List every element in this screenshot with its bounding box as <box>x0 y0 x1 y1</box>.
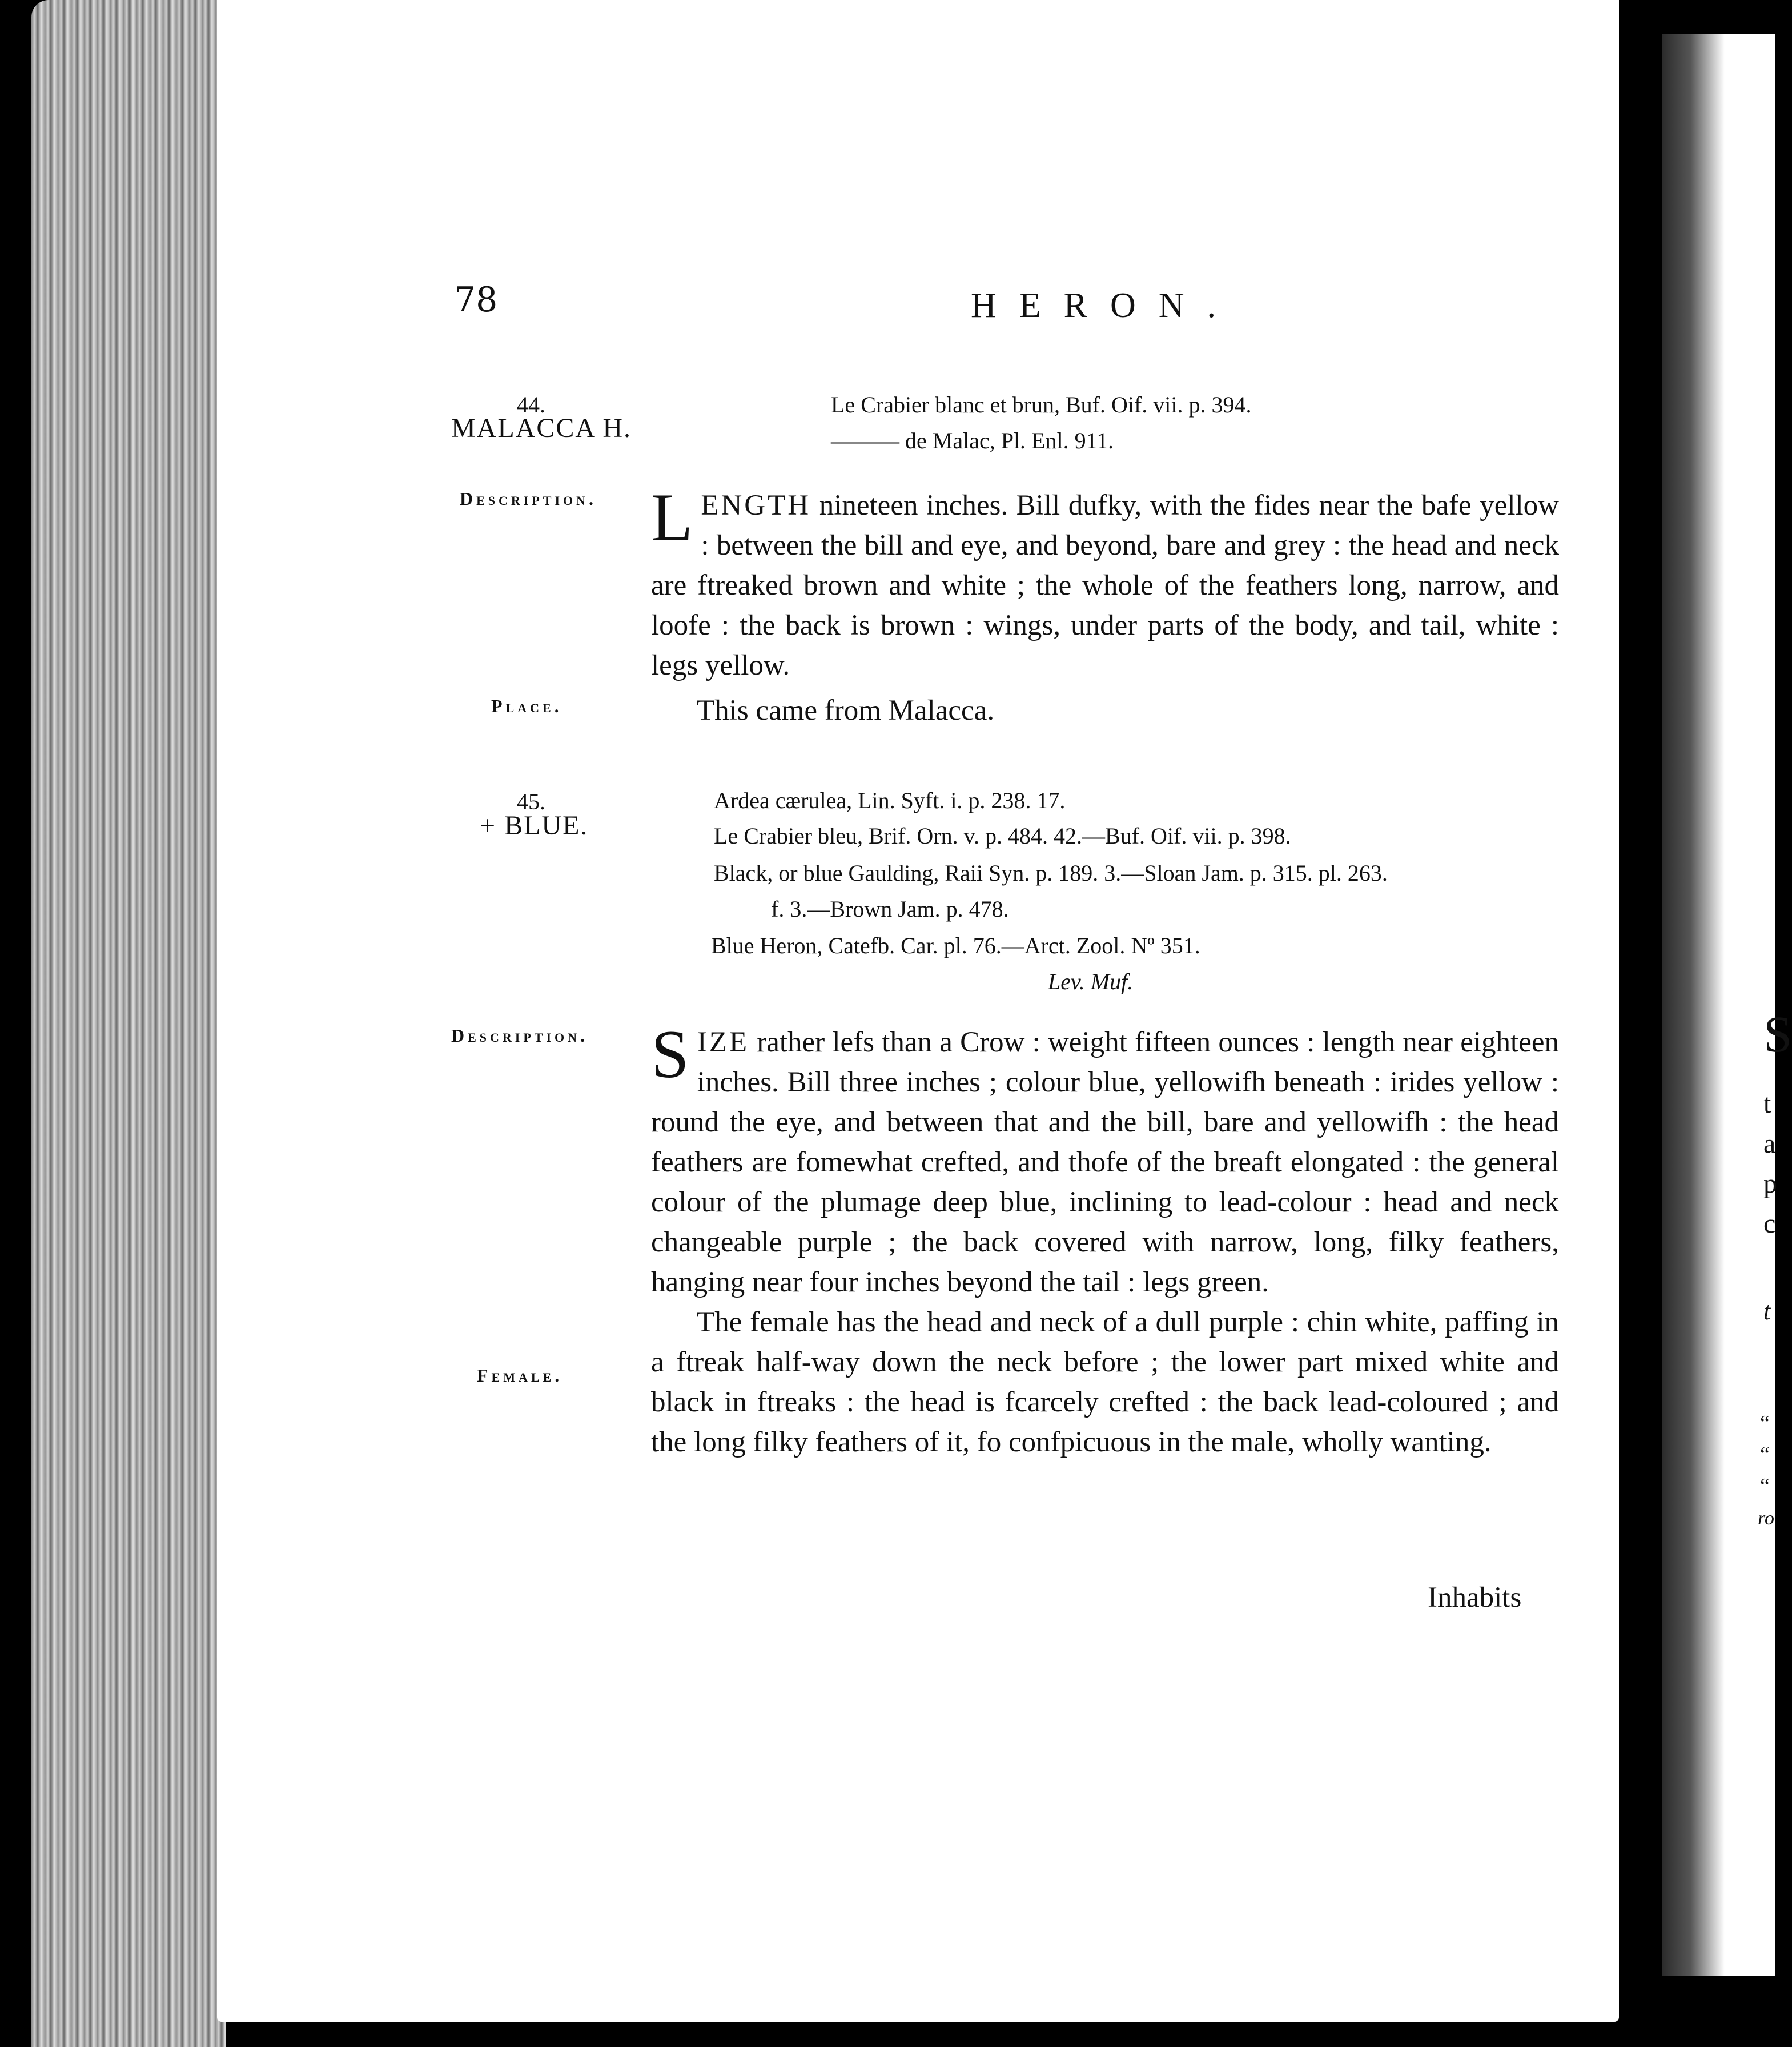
synonym-line: ——— de Malac, Pl. Enl. 911. <box>831 428 1114 453</box>
page-number: 78 <box>454 280 498 320</box>
entry-number: 45. <box>517 789 545 814</box>
next-page-fragment: a <box>1763 1129 1776 1159</box>
entry-description <box>651 479 1559 685</box>
synonym-line: Le Crabier bleu, Brif. Orn. v. p. 484. 42.—Buf. Oif. vii. p. 398. <box>714 823 1291 849</box>
margin-label-description: Description. <box>451 1025 589 1046</box>
synonym-line: f. 3.—Brown Jam. p. 478. <box>771 896 1009 922</box>
next-page-fragment: “ <box>1760 1411 1770 1435</box>
running-title: HERON. <box>971 286 1239 325</box>
place-text: This came from Malacca. <box>697 695 995 727</box>
next-page-fragment: p <box>1763 1169 1777 1199</box>
synonym-line: Lev. Muf. <box>1048 969 1134 994</box>
description-text: rather lefs than a Crow : weight fifteen ounces : length near eighteen inches. Bill three inches ; colour blue, yellowifh beneath : irides yellow : round the eye, and between that and the bill, bare and yellowifh : the head feathers are fomewhat crefted, and thofe of the breaft elongated : the general colour of the plumage deep blue, inclining to lead-colour : head and neck changeable purple ; the back covered with narrow, long, filky feathers, hanging near four inches beyond the tail : legs green. <box>651 1026 1559 1298</box>
entry-name: MALACCA H. <box>451 413 632 443</box>
book-page <box>217 0 1619 2022</box>
next-page-fragment: S <box>1763 1006 1792 1063</box>
synonym-line: Ardea cærulea, Lin. Syft. i. p. 238. 17. <box>714 788 1066 813</box>
next-page-fragment: t <box>1763 1297 1771 1325</box>
lead-word: IZE <box>697 1026 750 1058</box>
synonym-line: Le Crabier blanc et brun, Buf. Oif. vii. p. 394. <box>831 392 1252 418</box>
description-paragraph <box>651 1016 1559 1302</box>
next-page-fragment: ro <box>1758 1508 1774 1529</box>
description-paragraph <box>651 479 1559 685</box>
drop-capital: L <box>651 479 693 555</box>
book-fore-edge <box>31 0 226 2047</box>
entry-name: + BLUE. <box>480 810 589 841</box>
margin-label-place: Place. <box>491 696 562 716</box>
next-page-fragment: “ <box>1760 1474 1770 1498</box>
margin-label-description: Description. <box>460 488 597 509</box>
female-paragraph: The female has the head and neck of a dull purple : chin white, paffing in a ftreak half-way down the neck before ; the lower part mixed white and black in ftreaks : the head is fcarcely crefted : the back lead-coloured ; and the long filky feathers of it, fo confpicuous in the male, wholly wanting. <box>651 1306 1559 1458</box>
next-page-fragment: c <box>1763 1209 1776 1239</box>
entry-description <box>651 1016 1559 1462</box>
margin-label-female: Female. <box>477 1365 563 1386</box>
next-page-fragment: t <box>1763 1089 1771 1119</box>
synonym-line: Black, or blue Gaulding, Raii Syn. p. 189. 3.—Sloan Jam. p. 315. pl. 263. <box>714 860 1388 886</box>
next-page-edge <box>1662 34 1792 1976</box>
drop-capital: S <box>651 1016 689 1092</box>
next-page-fragment: “ <box>1760 1443 1770 1467</box>
lead-word: ENGTH <box>701 489 811 521</box>
entry-number: 44. <box>517 392 545 418</box>
description-text: nineteen inches. Bill dufky, with the fides near the bafe yellow : between the bill and eye, and beyond, bare and grey : the head and neck are ftreaked brown and white ; the whole of the feathers long, narrow, and loofe : the back is brown : wings, under parts of the body, and tail, white : legs yellow. <box>651 489 1559 681</box>
synonym-line: Blue Heron, Catefb. Car. pl. 76.—Arct. Zool. Nº 351. <box>711 933 1200 958</box>
catchword: Inhabits <box>1428 1582 1522 1613</box>
